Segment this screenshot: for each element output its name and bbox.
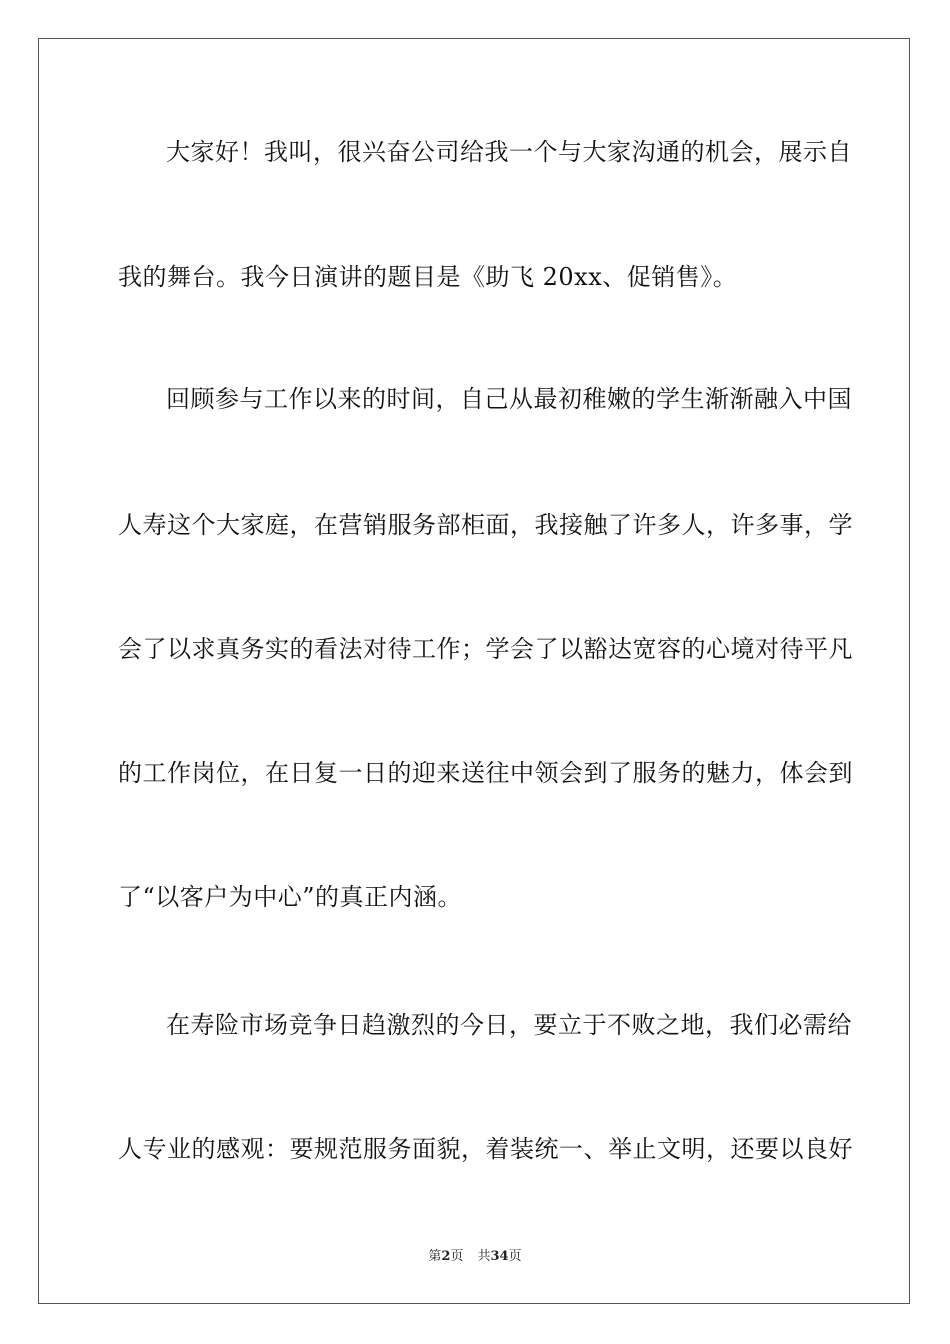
body-line-5: 会了以求真务实的看法对待工作；学会了以豁达宽容的心境对待平凡 [118,635,853,663]
page-border [38,38,910,1304]
footer-total-prefix: 共 [477,1249,491,1264]
footer-total-suffix: 页 [508,1249,522,1264]
footer-total-number: 34 [490,1249,509,1264]
body-line-1: 大家好！我叫，很兴奋公司给我一个与大家沟通的机会，展示自 [166,138,852,166]
footer-page-prefix: 第 [428,1249,442,1264]
footer-page-suffix: 页 [450,1249,464,1264]
body-line-4: 人寿这个大家庭，在营销服务部柜面，我接触了许多人，许多事，学 [118,511,853,539]
body-line-7: 了“以客户为中心”的真正内涵。 [118,883,463,911]
page-footer [0,1248,950,1266]
body-line-2: 我的舞台。我今日演讲的题目是《助飞 20xx、促销售》。 [118,263,738,291]
body-line-3: 回顾参与工作以来的时间，自己从最初稚嫩的学生渐渐融入中国 [166,385,852,413]
body-line-8: 在寿险市场竞争日趋激烈的今日，要立于不败之地，我们必需给 [166,1011,852,1039]
body-line-9: 人专业的感观：要规范服务面貌，着装统一、举止文明，还要以良好 [118,1135,853,1163]
footer-page-number: 2 [441,1249,451,1264]
body-line-6: 的工作岗位，在日复一日的迎来送往中领会到了服务的魅力，体会到 [118,759,853,787]
